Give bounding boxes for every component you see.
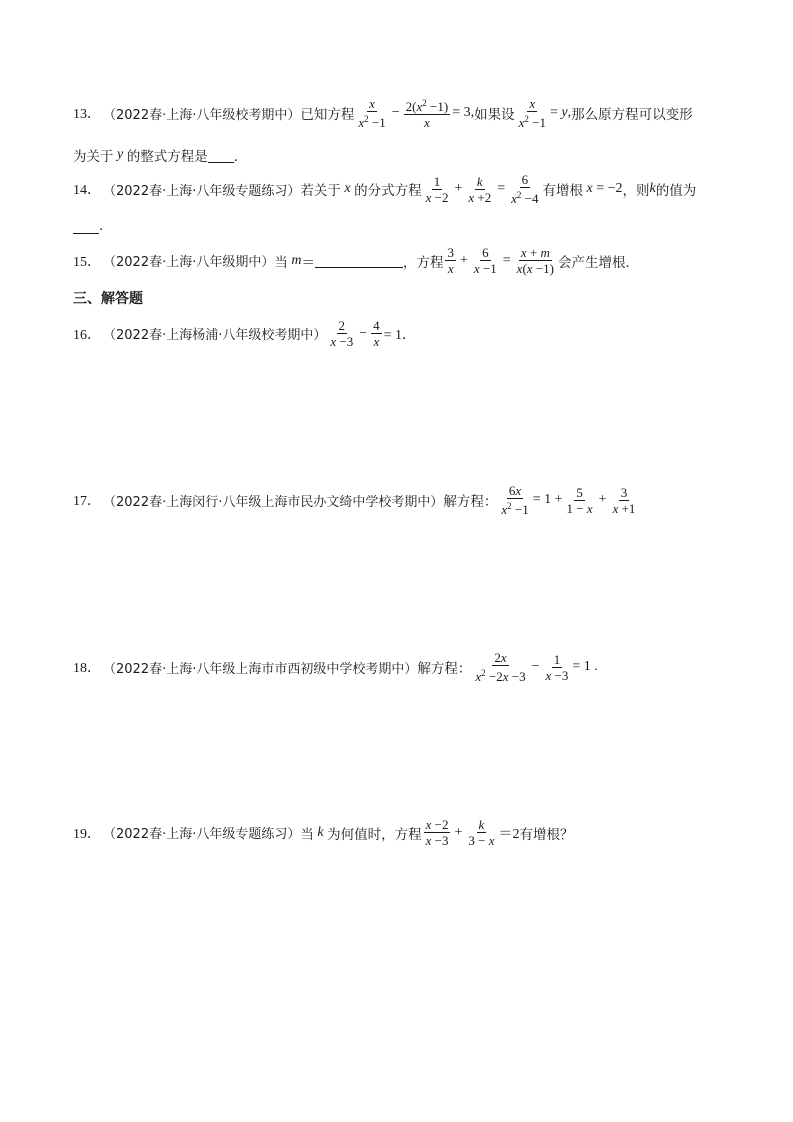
question-end: .: [99, 218, 104, 234]
math-variable: m: [287, 252, 302, 268]
question-number: 18．: [73, 661, 101, 676]
question-source: （2022春·上海闵行·八年级上海市民办文绮中学校考期中）: [103, 494, 444, 510]
math-operator: +: [454, 181, 463, 196]
fraction: $\frac{2(x^2 -1)}{x}$: [405, 98, 449, 130]
fraction: $\frac{5}{1 - x}$: [566, 484, 593, 516]
question-text: 如果设: [474, 107, 515, 123]
question-source: （2022春·上海·八年级校考期中）: [103, 107, 301, 123]
question-17: [73, 483, 639, 517]
math-operator: +: [454, 824, 463, 840]
question-end: ．: [233, 149, 248, 165]
question-text: 当: [274, 254, 288, 271]
math-variable: y: [113, 147, 127, 162]
question-text: ，则: [622, 183, 650, 199]
question-14-continued: [73, 218, 103, 234]
question-text: 那么原方程可以变形: [571, 107, 693, 123]
fraction: $\frac{6}{x -1}$: [473, 245, 497, 276]
question-18: [73, 650, 598, 684]
math-expression: = 3,: [452, 105, 475, 120]
fraction: $\frac{x -2}{x -3}$: [425, 817, 449, 848]
question-source: （2022春·上海杨浦·八年级校考期中）: [103, 328, 327, 343]
math-expression: = y,: [549, 105, 572, 120]
math-variable: k: [313, 824, 328, 840]
fraction: $\frac{4}{x}$: [373, 318, 380, 349]
math-operator: =: [502, 252, 511, 268]
question-number: 15．: [73, 254, 101, 270]
math-expression: = 1 +: [532, 492, 563, 507]
question-16: [73, 318, 416, 349]
question-13: [73, 96, 693, 130]
question-text: ＝: [301, 254, 315, 271]
question-number: 19．: [73, 826, 101, 842]
question-text: ，方程: [402, 254, 444, 271]
math-expression: = 1．: [383, 327, 417, 343]
math-operator: −: [391, 105, 400, 120]
question-text: 的分式方程: [354, 183, 422, 199]
fraction: $\frac{2x}{x^2 -2x -3}$: [475, 650, 526, 684]
question-text: 会产生增根．: [558, 254, 639, 271]
question-13-continued: [73, 145, 247, 165]
question-source: （2022春·上海·八年级上海市市西初级中学校考期中）: [103, 661, 418, 677]
question-15: [73, 245, 639, 276]
question-number: 14．: [73, 183, 101, 198]
question-text: 的值为: [655, 183, 697, 199]
math-operator: −: [531, 659, 540, 674]
question-text: 已知方程: [300, 107, 355, 123]
math-operator: +: [598, 492, 607, 507]
math-expression: ＝2: [498, 826, 520, 842]
fraction: $\frac{2}{x -3}$: [330, 318, 354, 349]
question-number: 13．: [73, 107, 101, 122]
question-number: 17．: [73, 494, 101, 509]
section-heading: 三、解答题: [73, 291, 143, 307]
question-source: （2022春·上海·八年级专题练习）: [103, 827, 301, 842]
answer-blank[interactable]: [73, 219, 99, 234]
question-number: 16．: [73, 327, 101, 343]
question-19: [73, 817, 573, 848]
math-expression: = 1 .: [572, 659, 598, 674]
question-source: （2022春·上海·八年级期中）: [103, 255, 275, 270]
fraction: $\frac{x}{x^2 -1}$: [518, 96, 546, 130]
fraction: $\frac{3}{x +1}$: [612, 484, 636, 516]
question-text: 当: [300, 826, 314, 843]
question-text: 的整式方程是: [126, 149, 208, 165]
answer-blank[interactable]: [315, 253, 403, 268]
question-text: 有增根？: [519, 826, 574, 843]
math-expression: x = −2: [586, 181, 623, 196]
fraction: $\frac{1}{x -2}$: [425, 173, 449, 205]
question-text: 解方程：: [443, 494, 498, 510]
fraction: $\frac{6}{x^2 -4}$: [511, 172, 539, 206]
math-variable: k: [649, 181, 656, 196]
math-operator: +: [459, 252, 468, 268]
question-source: （2022春·上海·八年级专题练习）: [103, 183, 301, 199]
question-text: 有增根: [542, 183, 584, 199]
fraction: $\frac{x}{x^2 -1}$: [358, 96, 386, 130]
answer-blank[interactable]: [208, 148, 234, 163]
fraction: $\frac{1}{x -3}$: [545, 651, 569, 683]
question-text: 为何值时，方程: [327, 826, 422, 843]
fraction: $\frac{3}{x}$: [447, 245, 454, 276]
fraction: $\frac{k}{3 - x}$: [468, 817, 495, 848]
fraction: $\frac{k}{x +2}$: [468, 173, 492, 205]
question-text: 为关于: [73, 149, 114, 165]
fraction: $\frac{6x}{x^2 -1}$: [501, 483, 529, 517]
question-text: 若关于: [300, 183, 341, 199]
question-text: 解方程：: [417, 661, 472, 677]
math-variable: x: [340, 181, 355, 196]
fraction: $\frac{x + m}{x(x -1)}$: [516, 245, 554, 276]
question-14: [73, 172, 696, 206]
math-operator: =: [497, 181, 506, 196]
math-operator: −: [359, 325, 368, 341]
